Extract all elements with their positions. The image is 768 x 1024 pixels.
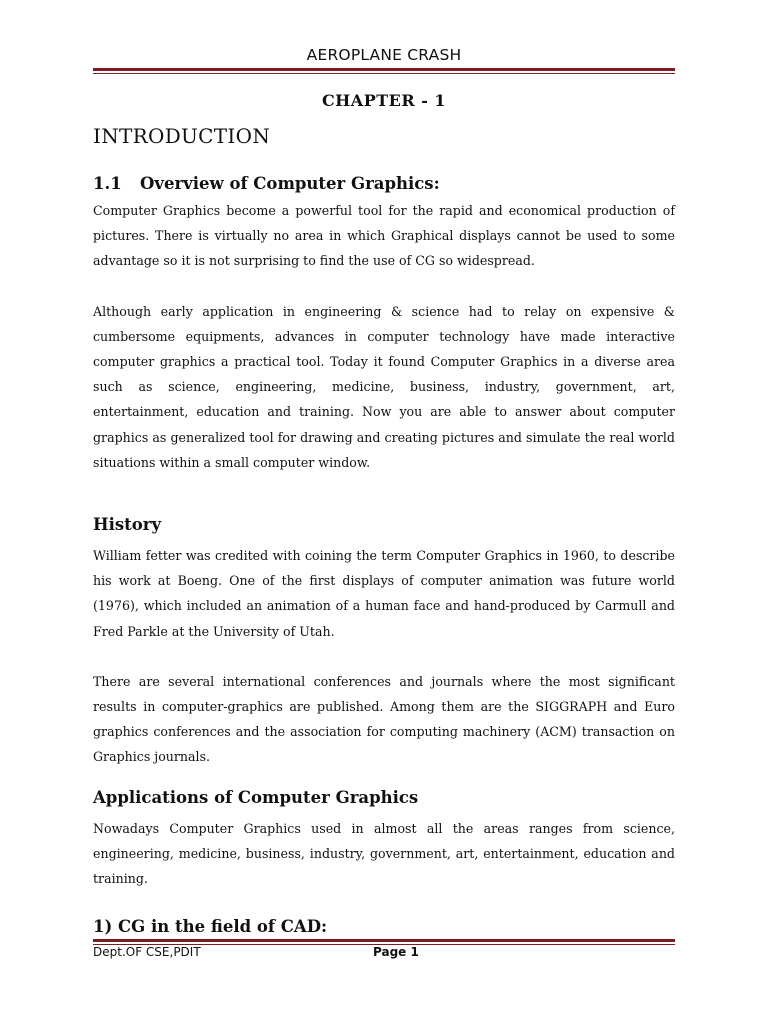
document-body [93,170,675,941]
header-rule-thick [93,68,675,71]
paragraph: Computer Graphics become a powerful tool for the rapid and economical production of pictures. There is virtually no area in which Graphical displays cannot be used to some advantage so it is not surprising to find the use of CG so widespread. [93,203,675,269]
paragraph: William fetter was credited with coining the term Computer Graphics in 1960, to describe his work at Boeng. One of the first displays of computer animation was future world (1976), which included an animation of a human face and hand-produced by Carmull and Fred Parkle at the University of Utah. [93,548,675,639]
chapter-title: INTRODUCTION [93,124,271,148]
header-rule-thin [93,73,675,74]
footer-rule-thick [93,939,675,942]
footer-page-number: Page 1 [373,945,419,959]
paragraph: Although early application in engineering & science had to relay on expensive & cumbersome equipments, advances in computer technology have made interactive computer graphics a practical tool. Today it found Computer Graphics in a diverse area such as science, engineering, medicine, business, industry, government, art, entertainment, education and training. Now you are able to answer about computer graphics as generalized tool for drawing and creating pictures and simulate the real world situations within a small computer window. [93,303,675,470]
section-heading-cad: 1) CG in the field of CAD: [93,917,328,937]
section-heading-overview [93,170,675,198]
header-rule [93,68,675,74]
section-heading-text: Overview of Computer Graphics: [140,174,440,193]
running-header-title: AEROPLANE CRASH [306,46,462,64]
footer-department: Dept.OF CSE,PDIT [93,945,201,959]
section-number: 1.1 [93,174,122,193]
section-heading-applications: Applications of Computer Graphics [93,787,419,807]
section-heading-history: History [93,515,162,535]
paragraph: There are several international conferences and journals where the most significant results in computer-graphics are published. Among them are the SIGGRAPH and Euro graphics conferences and the association for computing machinery (ACM) transaction on Graphics journals. [93,673,675,765]
chapter-label: CHAPTER - 1 [321,91,447,110]
paragraph: Nowadays Computer Graphics used in almost all the areas ranges from science, engineering, medicine, business, industry, government, art, entertainment, education and training. [93,820,675,887]
